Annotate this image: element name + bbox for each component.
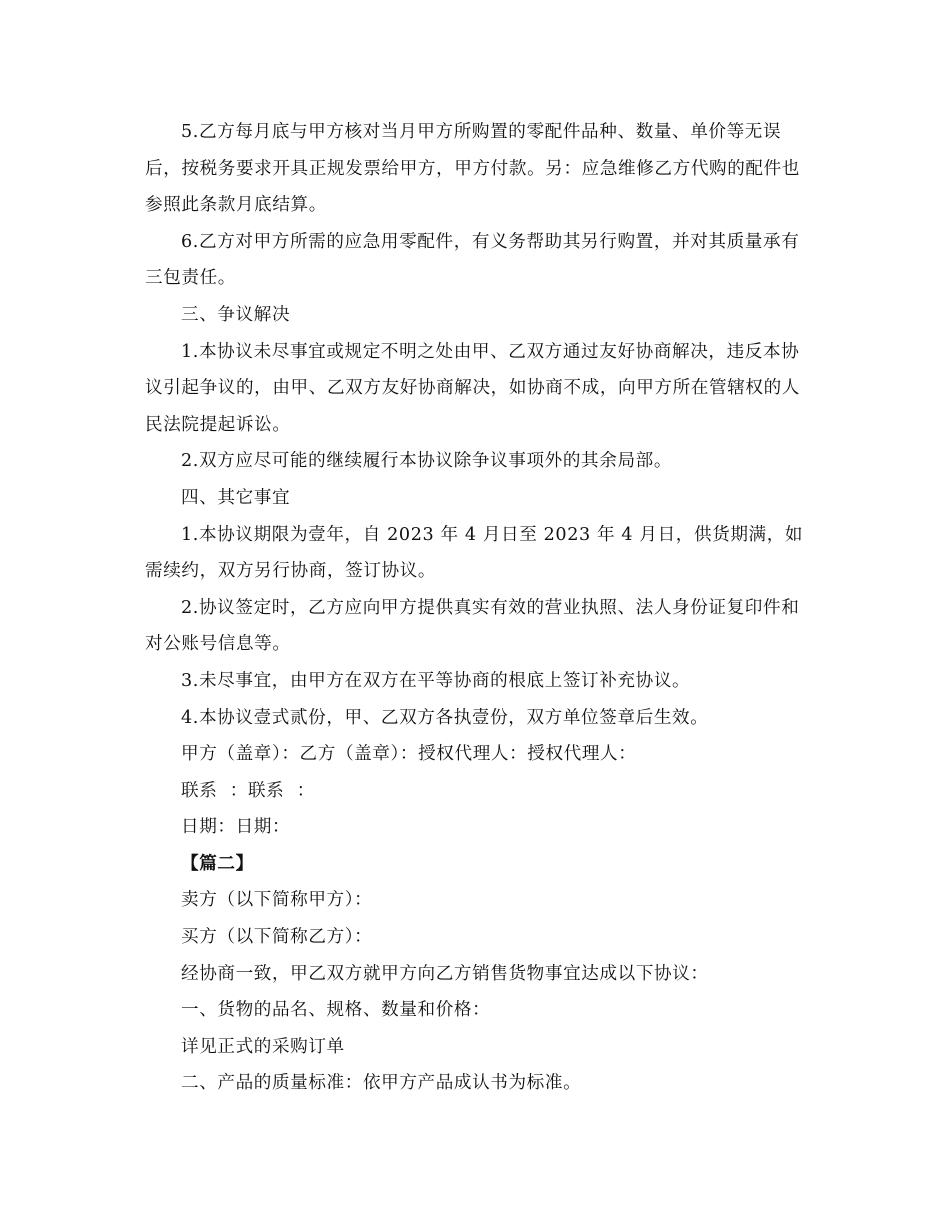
clause-6-paragraph: 6.乙方对甲方所需的应急用零配件，有义务帮助其另行购置，并对其质量承有三包责任。	[145, 231, 800, 289]
seller-line: 卖方（以下简称甲方）：	[181, 890, 373, 911]
date-line: 日期：日期：	[181, 817, 291, 838]
document-body	[145, 114, 805, 1102]
section-heading-other: 四、其它事宜	[181, 487, 291, 508]
other-clause-3: 3.未尽事宜，由甲方在双方在平等协商的根底上签订补充协议。	[181, 670, 691, 691]
other-clause-1: 1.本协议期限为壹年，自 2023 年 4 月日至 2023 年 4 月日，供货期满，如需续约，双方另行协商，签订协议。	[145, 524, 804, 582]
section-heading-goods: 一、货物的品名、规格、数量和价格：	[181, 1000, 491, 1021]
section-heading-dispute: 三、争议解决	[181, 304, 291, 325]
agreement-intro: 经协商一致，甲乙双方就甲方向乙方销售货物事宜达成以下协议：	[181, 963, 709, 984]
contact-line: 联系 ：联系 ：	[181, 780, 315, 801]
dispute-clause-2: 2.双方应尽可能的继续履行本协议除争议事项外的其余局部。	[181, 451, 673, 472]
clause-5-paragraph: 5.乙方每月底与甲方核对当月甲方所购置的零配件品种、数量、单价等无误后，按税务要求开具正规发票给甲方，甲方付款。另：应急维修乙方代购的配件也参照此条款月底结算。	[145, 122, 800, 216]
dispute-clause-1: 1.本协议未尽事宜或规定不明之处由甲、乙双方通过友好协商解决，违反本协议引起争议的，由甲、乙双方友好协商解决，如协商不成，向甲方所在管辖权的人民法院提起诉讼。	[145, 341, 800, 435]
other-clause-4: 4.本协议壹式贰份，甲、乙双方各执壹份，双方单位签章后生效。	[181, 707, 709, 728]
section-heading-quality: 二、产品的质量标准：依甲方产品成认书为标准。	[181, 1073, 582, 1094]
buyer-line: 买方（以下简称乙方）：	[181, 927, 373, 948]
goods-detail-line: 详见正式的采购订单	[181, 1036, 345, 1057]
signature-line: 甲方（盖章）：乙方（盖章）：授权代理人：授权代理人：	[181, 744, 637, 765]
other-clause-2: 2.协议签定时，乙方应向甲方提供真实有效的营业执照、法人身份证复印件和对公账号信息等。	[145, 597, 800, 655]
part-two-heading: 【篇二】	[181, 852, 254, 874]
